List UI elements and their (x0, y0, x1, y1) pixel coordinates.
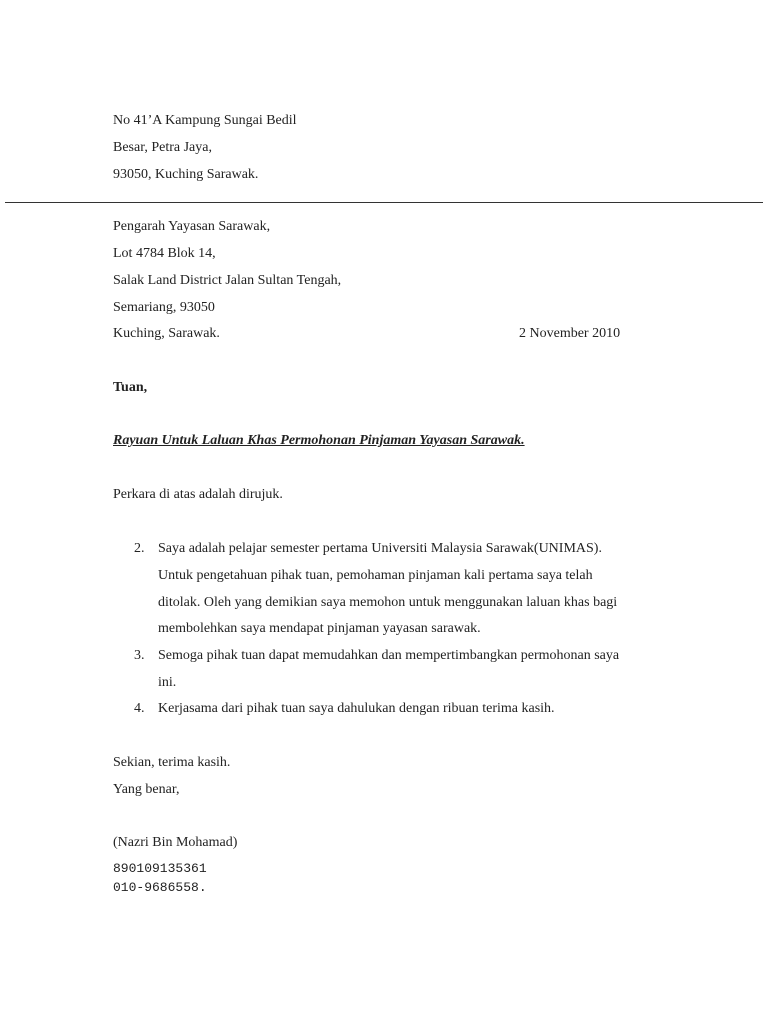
signatory-name: (Nazri Bin Mohamad) (113, 835, 238, 850)
item-text-line: Semoga pihak tuan dapat memudahkan dan mempertimbangkan permohonan saya (158, 648, 620, 663)
sender-address-line-2: Besar, Petra Jaya, (113, 140, 212, 155)
item-number: 3. (134, 648, 145, 663)
header-divider (5, 202, 763, 203)
recipient-address-line-4: Semariang, 93050 (113, 300, 215, 315)
closing-line-2: Yang benar, (113, 782, 180, 797)
item-text-line: Untuk pengetahuan pihak tuan, pemohaman pinjaman kali pertama saya telah (158, 568, 593, 583)
item-number: 4. (134, 701, 145, 716)
sender-address-line-1: No 41’A Kampung Sungai Bedil (113, 113, 297, 128)
recipient-address-line-5: Kuching, Sarawak. (113, 326, 220, 341)
item-text-line: Saya adalah pelajar semester pertama Universiti Malaysia Sarawak(UNIMAS). (158, 541, 602, 556)
item-text-line: ini. (158, 675, 177, 690)
signatory-ic-number: 890109135361 (113, 861, 207, 876)
item-text-line: Kerjasama dari pihak tuan saya dahulukan dengan ribuan terima kasih. (158, 701, 555, 716)
recipient-address-line-2: Lot 4784 Blok 14, (113, 246, 216, 261)
closing-line-1: Sekian, terima kasih. (113, 755, 231, 770)
recipient-address-line-3: Salak Land District Jalan Sultan Tengah, (113, 273, 342, 288)
item-text-line: membolehkan saya mendapat pinjaman yayasan sarawak. (158, 621, 481, 636)
letter-subject: Rayuan Untuk Laluan Khas Permohonan Pinjaman Yayasan Sarawak. (113, 433, 525, 448)
item-text-line: ditolak. Oleh yang demikian saya memohon untuk menggunakan laluan khas bagi (158, 595, 618, 610)
opening-paragraph: Perkara di atas adalah dirujuk. (113, 487, 283, 502)
sender-address-line-3: 93050, Kuching Sarawak. (113, 167, 259, 182)
signatory-phone: 010-9686558. (113, 880, 207, 895)
item-number: 2. (134, 541, 145, 556)
recipient-address-line-1: Pengarah Yayasan Sarawak, (113, 219, 271, 234)
letter-date: 2 November 2010 (519, 326, 621, 341)
salutation: Tuan, (113, 380, 148, 395)
